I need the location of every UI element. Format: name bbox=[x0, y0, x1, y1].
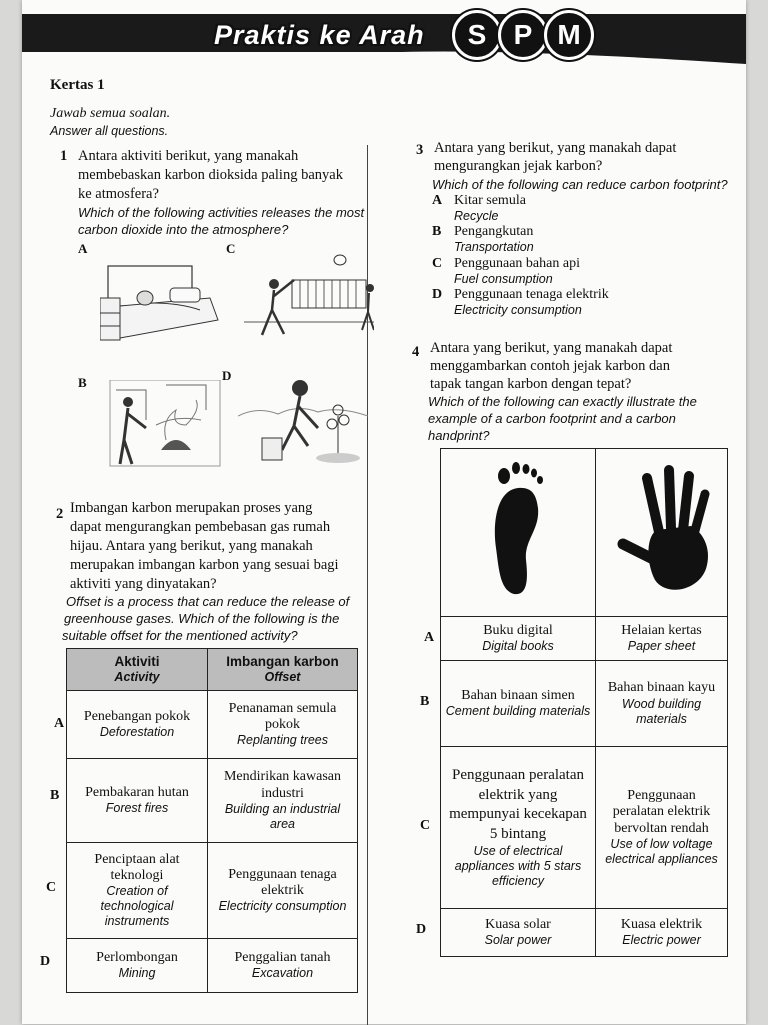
q3-option-en: Electricity consumption bbox=[454, 303, 582, 317]
table-cell: Kuasa elektrik Electric power bbox=[596, 909, 728, 957]
table-cell: Kuasa solar Solar power bbox=[441, 909, 596, 957]
q4-row-label: B bbox=[420, 694, 430, 709]
q4-text-ms-line: menggambarkan contoh jejak karbon dan bbox=[430, 358, 670, 374]
table-cell: Penggalian tanah Excavation bbox=[208, 939, 358, 993]
q4-text-en-line: handprint? bbox=[428, 428, 490, 443]
table-row bbox=[67, 843, 358, 939]
spm-letter: M bbox=[544, 10, 594, 60]
q1-option-label: C bbox=[226, 241, 236, 256]
q3-option-en: Fuel consumption bbox=[454, 272, 553, 286]
q4-number: 4 bbox=[412, 344, 420, 360]
q2-row-label: D bbox=[40, 954, 51, 969]
q3-text-ms-line: mengurangkan jejak karbon? bbox=[434, 158, 603, 174]
q4-row-label: D bbox=[416, 922, 427, 937]
instruction-en: Answer all questions. bbox=[50, 124, 169, 138]
table-row bbox=[67, 691, 358, 759]
q1-text-ms-line: Antara aktiviti berikut, yang manakah bbox=[78, 148, 299, 164]
table-cell: Penggunaan tenaga elektrik Electricity consumption bbox=[208, 843, 358, 939]
q1-number: 1 bbox=[60, 148, 68, 164]
table-row bbox=[67, 759, 358, 843]
q3-number: 3 bbox=[416, 142, 424, 158]
q2-number: 2 bbox=[56, 506, 64, 522]
spm-letter: S bbox=[452, 10, 502, 60]
table-cell: Penggunaan peralatan elektrik bervoltan rendah Use of low voltage electrical appliances bbox=[596, 747, 728, 909]
table-cell: Bahan binaan kayu Wood building materials bbox=[596, 661, 728, 747]
q2-row-label: A bbox=[54, 716, 65, 731]
q2-text-ms-line: hijau. Antara yang berikut, yang manakah bbox=[70, 538, 313, 554]
table-cell: Penebangan pokok Deforestation bbox=[67, 691, 208, 759]
q2-text-en-line: Offset is a process that can reduce the release of bbox=[66, 594, 350, 609]
table-header-cell: Aktiviti Activity bbox=[67, 649, 208, 691]
q1-option-label: D bbox=[222, 368, 232, 383]
table-cell: Perlombongan Mining bbox=[67, 939, 208, 993]
paper-title: Kertas 1 bbox=[50, 77, 105, 93]
q1-text-ms-line: membebaskan karbon dioksida paling banyak bbox=[78, 167, 343, 183]
spm-logo bbox=[456, 10, 594, 60]
sleeping-in-bed-illustration bbox=[100, 258, 220, 348]
table-cell bbox=[596, 449, 728, 617]
q4-table bbox=[440, 448, 728, 957]
table-row bbox=[441, 661, 728, 747]
table-image-row bbox=[441, 449, 728, 617]
q2-table bbox=[66, 648, 358, 993]
table-row bbox=[441, 747, 728, 909]
table-row bbox=[441, 617, 728, 661]
q2-text-ms-line: Imbangan karbon merupakan proses yang bbox=[70, 500, 313, 516]
table-row bbox=[441, 909, 728, 957]
q4-text-en-line: Which of the following can exactly illustrate the bbox=[428, 394, 697, 409]
q3-option: B Pengangkutan bbox=[432, 224, 534, 239]
table-cell: Mendirikan kawasan industri Building an industrial area bbox=[208, 759, 358, 843]
q1-text-en-line: Which of the following activities releases the most bbox=[78, 205, 365, 220]
table-header-cell: Imbangan karbon Offset bbox=[208, 649, 358, 691]
q4-text-ms-line: Antara yang berikut, yang manakah dapat bbox=[430, 340, 673, 356]
q2-text-ms-line: dapat mengurangkan pembebasan gas rumah bbox=[70, 519, 331, 535]
q1-option-label: A bbox=[78, 241, 88, 256]
table-cell: Pembakaran hutan Forest fires bbox=[67, 759, 208, 843]
q4-row-label: A bbox=[424, 630, 435, 645]
q1-option-label: B bbox=[78, 375, 87, 390]
table-cell: Helaian kertas Paper sheet bbox=[596, 617, 728, 661]
table-row bbox=[67, 939, 358, 993]
q3-option-en: Recycle bbox=[454, 209, 499, 223]
footprint-icon bbox=[478, 460, 558, 600]
table-cell: Penciptaan alat teknologi Creation of technological instruments bbox=[67, 843, 208, 939]
q4-text-ms-line: tapak tangan karbon dengan tepat? bbox=[430, 376, 632, 392]
planting-tree-illustration bbox=[238, 376, 368, 466]
q2-row-label: B bbox=[50, 788, 60, 803]
table-cell: Penggunaan peralatan elektrik yang mempunyai kecekapan 5 bintang Use of electrical appliances with 5 stars efficiency bbox=[441, 747, 596, 909]
q2-text-ms-line: aktiviti yang dinyatakan? bbox=[70, 576, 217, 592]
q3-text-en: Which of the following can reduce carbon footprint? bbox=[432, 177, 728, 192]
q2-text-ms-line: merupakan imbangan karbon yang sesuai bagi bbox=[70, 557, 339, 573]
handprint-icon bbox=[607, 460, 717, 600]
table-header-row bbox=[67, 649, 358, 691]
q2-text-en-line: greenhouse gases. Which of the following is the bbox=[64, 611, 340, 626]
q3-option: D Penggunaan tenaga elektrik bbox=[432, 287, 609, 302]
banner-title: Praktis ke Arah bbox=[214, 20, 425, 50]
textbook-page bbox=[22, 0, 746, 1024]
table-cell bbox=[441, 449, 596, 617]
instruction-ms: Jawab semua soalan. bbox=[50, 106, 171, 121]
q4-text-en-line: example of a carbon footprint and a carbon bbox=[428, 411, 676, 426]
q1-text-en-line: carbon dioxide into the atmosphere? bbox=[78, 222, 289, 237]
q3-option: C Penggunaan bahan api bbox=[432, 256, 580, 271]
q2-text-en-line: suitable offset for the mentioned activity? bbox=[62, 628, 298, 643]
q3-option: A Kitar semula bbox=[432, 193, 526, 208]
q3-option-en: Transportation bbox=[454, 240, 534, 254]
q4-row-label: C bbox=[420, 818, 431, 833]
table-cell: Bahan binaan simen Cement building materials bbox=[441, 661, 596, 747]
table-cell: Penanaman semula pokok Replanting trees bbox=[208, 691, 358, 759]
badminton-illustration bbox=[244, 250, 374, 345]
spm-letter: P bbox=[498, 10, 548, 60]
table-cell: Buku digital Digital books bbox=[441, 617, 596, 661]
q1-text-ms-line: ke atmosfera? bbox=[78, 186, 159, 202]
q2-row-label: C bbox=[46, 880, 57, 895]
q3-text-ms-line: Antara yang berikut, yang manakah dapat bbox=[434, 140, 677, 156]
burning-rubbish-illustration bbox=[106, 380, 226, 470]
